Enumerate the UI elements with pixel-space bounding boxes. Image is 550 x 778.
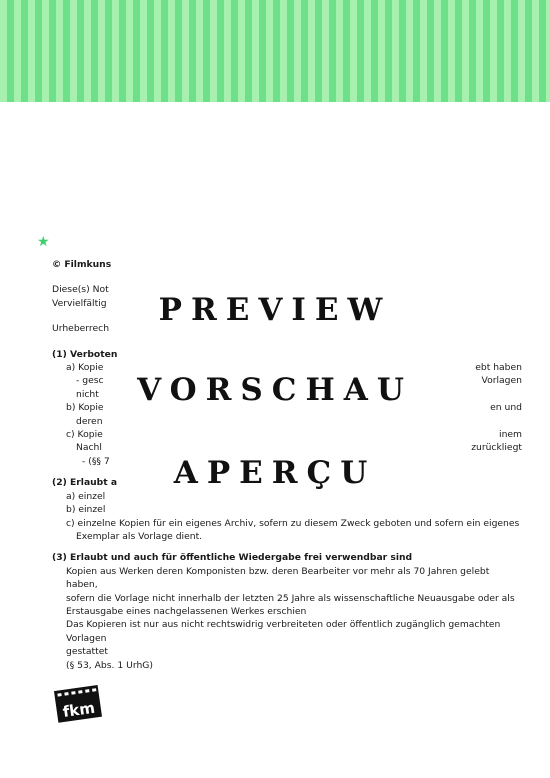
section-3-line-1: Kopien aus Werken deren Komponisten bzw. deren Bearbeiter vor mehr als 70 Jahren gelebt haben, [66,565,490,591]
watermark-apercu: APERÇU [173,455,377,491]
star-icon: ★ [37,234,50,250]
section-2-c-line-1: c) einzelne Kopien für ein eigenes Archiv, sofern zu diesem Zweck geboten und sofern ein eigenes [66,517,520,529]
section-1-b-line-2: deren [76,415,103,427]
section-1-c-line-2: Nachl zurückliegt [76,442,522,454]
section-2-a: a) einzel [66,490,106,502]
striped-header-banner [0,0,550,102]
logo-text: fkm [61,698,96,721]
copyright-law-line: Urheberrech [52,323,110,335]
section-3-line-2: sofern die Vorlage nicht innerhalb der letzten 25 Jahre als wissenschaftliche Neuausgabe oder als [66,592,515,604]
section-2-heading: (2) Erlaubt a [52,477,118,489]
section-1-a-line-1: a) Kopie ebt haben [66,362,522,374]
section-1-heading: (1) Verboten [52,348,118,360]
section-3-heading: (3) Erlaubt und auch für öffentliche Wiedergabe frei verwendbar sind [52,552,413,564]
film-strip-logo-icon [50,684,104,724]
section-3-line-3: Erstausgabe eines nachgelassenen Werkes erschien [66,605,307,617]
watermark-vorschau: VORSCHAU [137,372,413,408]
section-1-a-line-3: nicht [76,388,99,400]
section-3-line-4: Das Kopieren ist nur aus nicht rechtswidrig verbreiteten oder öffentlich zugänglich gemachten Vorlagen [66,619,501,644]
section-1-a-line-2: - gesc Vorlagen [76,375,522,387]
section-2-b: b) einzel [66,504,106,516]
section-2-c-line-2: Exemplar als Vorlage dient. [76,530,203,542]
section-1-c-line-3: - (§§ 7 [82,455,110,467]
intro-line-1: Diese(s) Not [52,284,109,296]
watermark-preview: PREVIEW [158,292,392,328]
intro-line-2: Vervielfältig [52,297,107,309]
copyright-line: © Filmkuns [52,259,112,270]
section-1-b-line-1: b) Kopie en und [66,402,522,414]
section-1-c-line-1: c) Kopie inem [66,429,522,441]
section-3-line-5: gestattet [66,646,108,658]
section-3-line-6: (§ 53, Abs. 1 UrhG) [66,659,154,671]
